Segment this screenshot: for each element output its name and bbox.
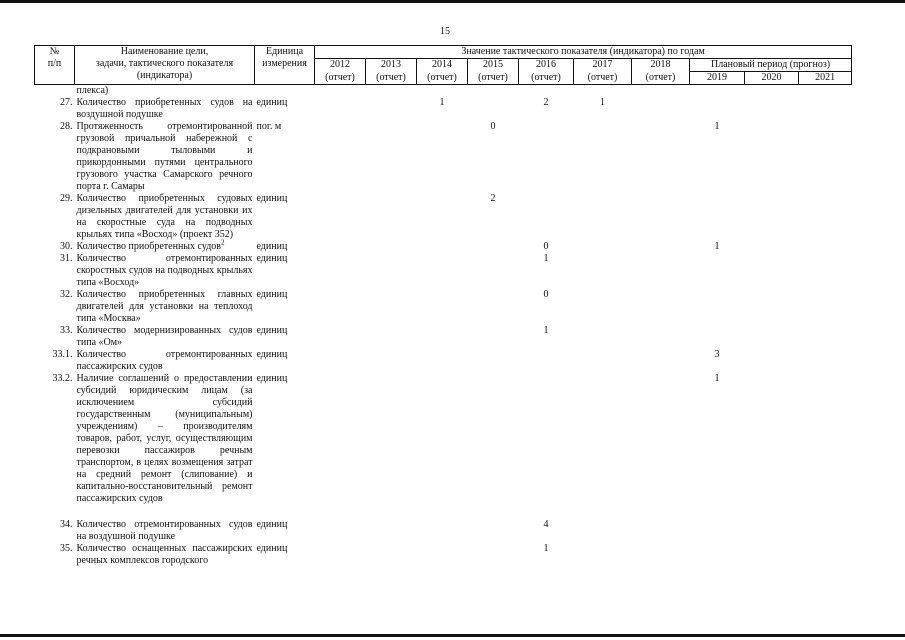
table-header (35, 46, 852, 85)
row-indicator-text: Количество отремонтированных пассажирских судов (76, 349, 253, 372)
row-indicator-text: Количество приобретенных судов (76, 241, 222, 252)
row-value-cell (366, 289, 417, 325)
row-indicator-name (75, 253, 255, 289)
row-value-cell (315, 97, 366, 121)
header-plan-year-2020: 2020 (745, 72, 799, 85)
row-unit: пог. м (256, 121, 282, 132)
row-value-cell (519, 193, 574, 241)
row-value-cell (799, 193, 852, 241)
header-year-2017: 2017 (574, 59, 632, 72)
row-value-cell (632, 349, 690, 373)
row-unit: единиц (256, 373, 288, 384)
header-values: Значение тактического показателя (индикатора) по годам (315, 46, 852, 59)
row-value-cell (574, 121, 632, 193)
row-value-cell (315, 373, 366, 505)
row-value-cell: 0 (543, 289, 549, 300)
row-value-cell (315, 241, 366, 253)
row-value-cell (745, 253, 799, 289)
row-indicator-text: Количество отремонтированных скоростных судов на подводных крыльях типа «Восход» (76, 253, 253, 288)
row-number: 32. (60, 289, 73, 300)
row-value-cell (632, 253, 690, 289)
row-value-cell (799, 121, 852, 193)
row-value-cell (745, 373, 799, 505)
row-indicator-text: Количество приобретенных главных двигателей для установки на теплоход типа «Москва» (76, 289, 253, 324)
header-year-2013: 2013 (366, 59, 417, 72)
row-value-cell (632, 373, 690, 505)
row-value-cell (745, 121, 799, 193)
header-year-2018: 2018 (632, 59, 690, 72)
row-value-cell (366, 519, 417, 543)
header-report-2014: (отчет) (417, 72, 468, 85)
table-body (35, 85, 852, 568)
row-value-cell (745, 325, 799, 349)
table-row (35, 121, 852, 193)
row-value-cell (574, 519, 632, 543)
row-number: 30. (60, 241, 73, 252)
row-number: 33.2. (52, 373, 73, 384)
row-value-cell (745, 193, 799, 241)
row-unit: единиц (256, 289, 288, 300)
header-report-2018: (отчет) (632, 72, 690, 85)
row-indicator-name (75, 121, 255, 193)
row-indicator-text: Количество приобретенных судов на воздушной подушке (76, 97, 253, 120)
row-value-cell (366, 241, 417, 253)
row-value-cell (315, 325, 366, 349)
header-unit-line2: измерения (262, 58, 307, 69)
row-value-cell (690, 97, 745, 121)
bottom-border-line (0, 634, 905, 637)
row-value-cell (745, 289, 799, 325)
table-row (35, 241, 852, 253)
row-value-cell (315, 193, 366, 241)
row-value-cell: 0 (543, 241, 549, 252)
row-value-cell (315, 121, 366, 193)
row-indicator-text: Количество приобретенных судовых дизельных двигателей для установки их на скоростные суда на подводных крыльях типа «Восход» (проект 352) (76, 193, 253, 240)
row-value-cell (690, 193, 745, 241)
row-value-cell (799, 289, 852, 325)
row-value-cell (799, 373, 852, 505)
row-value-cell: 2 (490, 193, 496, 204)
row-indicator-name (75, 349, 255, 373)
row-unit: единиц (256, 349, 288, 360)
table-row (35, 193, 852, 241)
row-number: 27. (60, 97, 73, 108)
indicator-table (34, 45, 852, 567)
table-row (35, 97, 852, 121)
row-value-cell (574, 289, 632, 325)
row-value-cell (366, 543, 417, 567)
row-value-cell (468, 373, 519, 505)
row-unit: единиц (256, 519, 288, 530)
row-value-cell (574, 253, 632, 289)
row-value-cell (417, 519, 468, 543)
row-value-cell (366, 373, 417, 505)
row-value-cell (574, 373, 632, 505)
header-report-2015: (отчет) (468, 72, 519, 85)
row-value-cell (417, 289, 468, 325)
row-value-cell (417, 325, 468, 349)
row-value-cell (799, 519, 852, 543)
row-indicator-text: Количество отремонтированных судов на воздушной подушке (76, 519, 253, 542)
row-indicator-name (75, 325, 255, 349)
row-indicator-name (75, 373, 255, 505)
row-indicator-name (75, 543, 255, 567)
header-report-2013: (отчет) (366, 72, 417, 85)
row-value-cell (366, 325, 417, 349)
row-number: 29. (60, 193, 73, 204)
continuation-row (35, 85, 852, 98)
row-value-cell (690, 289, 745, 325)
header-planned-period: Плановый период (прогноз) (690, 59, 852, 72)
row-value-cell (468, 241, 519, 253)
row-value-cell (632, 121, 690, 193)
row-number: 35. (60, 543, 73, 554)
row-indicator-text: Протяженность отремонтированной грузовой причальной набережной с подкрановыми тыловыми и прикордонными путями центрального грузового участка Самарского речного порта г. Самары (76, 121, 253, 192)
header-year-2015: 2015 (468, 59, 519, 72)
row-value-cell (574, 349, 632, 373)
table-row (35, 253, 852, 289)
row-value-cell (745, 349, 799, 373)
spacer-row (35, 505, 852, 519)
row-unit: единиц (256, 325, 288, 336)
row-value-cell (632, 519, 690, 543)
row-value-cell: 1 (600, 97, 605, 108)
row-value-cell (417, 349, 468, 373)
row-value-cell (366, 349, 417, 373)
row-indicator-name (75, 97, 255, 121)
row-value-cell: 1 (714, 121, 720, 132)
row-value-cell (799, 253, 852, 289)
row-value-cell (366, 97, 417, 121)
header-number-symbol: № (49, 46, 60, 57)
row-unit: единиц (256, 543, 288, 554)
row-indicator-text: Количество оснащенных пассажирских речных комплексов городского (76, 543, 253, 566)
row-value-cell (468, 543, 519, 567)
row-value-cell (745, 543, 799, 567)
row-number: 33.1. (52, 349, 73, 360)
row-value-cell: 0 (490, 121, 496, 132)
row-value-cell (799, 325, 852, 349)
table-row (35, 543, 852, 567)
row-value-cell: 3 (714, 349, 720, 360)
top-border-line (0, 0, 905, 3)
row-value-cell (745, 519, 799, 543)
row-value-cell (417, 373, 468, 505)
row-indicator-name (75, 519, 255, 543)
header-year-2014: 2014 (417, 59, 468, 72)
row-value-cell (574, 543, 632, 567)
row-value-cell (690, 519, 745, 543)
header-report-2012: (отчет) (315, 72, 366, 85)
row-value-cell (632, 543, 690, 567)
row-value-cell (417, 241, 468, 253)
row-value-cell (417, 193, 468, 241)
header-plan-year-2021: 2021 (799, 72, 852, 85)
row-indicator-text: Наличие соглашений о предоставлении субсидий юридическим лицам (за исключением субсидий государственным (муниципальным) учреждениям) – производителям товаров, работ, услуг, осуществляющим перевозки пассажиров речным транспортом, в целях возмещения затрат на средний ремонт (слипование) и капитально-восстановительный ремонт пассажирских судов (76, 373, 253, 504)
row-value-cell (468, 289, 519, 325)
row-value-cell (745, 97, 799, 121)
row-value-cell (574, 325, 632, 349)
header-unit-line1: Единица (265, 46, 304, 57)
row-value-cell (632, 193, 690, 241)
row-value-cell (468, 97, 519, 121)
row-value-cell (519, 121, 574, 193)
header-unit (255, 46, 315, 85)
row-value-cell (799, 241, 852, 253)
row-value-cell (417, 121, 468, 193)
row-value-cell (574, 241, 632, 253)
row-value-cell (315, 543, 366, 567)
header-number-abbrev: п/п (47, 58, 62, 69)
row-number: 28. (60, 121, 73, 132)
header-year-2016: 2016 (519, 59, 574, 72)
row-value-cell: 1 (543, 325, 549, 336)
header-name-line3: (индикатора) (136, 70, 193, 81)
row-value-cell (632, 97, 690, 121)
row-indicator-name (75, 289, 255, 325)
row-value-cell (315, 253, 366, 289)
row-value-cell (690, 325, 745, 349)
row-value-cell (366, 253, 417, 289)
row-value-cell (468, 253, 519, 289)
header-name-line2: задачи, тактического показателя (95, 58, 234, 69)
row-unit: единиц (256, 193, 288, 204)
row-value-cell (632, 289, 690, 325)
header-year-2012: 2012 (315, 59, 366, 72)
row-value-cell (745, 241, 799, 253)
header-name (75, 46, 255, 85)
row-value-cell (417, 543, 468, 567)
row-value-cell (519, 373, 574, 505)
row-value-cell (315, 289, 366, 325)
row-value-cell (574, 193, 632, 241)
row-value-cell (799, 543, 852, 567)
row-value-cell (799, 97, 852, 121)
header-plan-year-2019: 2019 (690, 72, 745, 85)
row-indicator-text: Количество модернизированных судов типа «Ом» (76, 325, 253, 348)
row-value-cell (468, 349, 519, 373)
table-row (35, 519, 852, 543)
row-value-cell: 1 (439, 97, 445, 108)
row-unit: единиц (256, 97, 288, 108)
row-value-cell: 4 (543, 519, 549, 530)
row-value-cell (315, 349, 366, 373)
row-unit: единиц (256, 241, 288, 252)
row-value-cell (417, 253, 468, 289)
row-value-cell (468, 519, 519, 543)
row-value-cell (519, 349, 574, 373)
row-indicator-name (75, 238, 255, 253)
row-value-cell: 1 (543, 253, 549, 264)
continuation-text: плекса) (76, 85, 109, 96)
table-row (35, 349, 852, 373)
row-value-cell (315, 519, 366, 543)
row-value-cell (468, 325, 519, 349)
row-value-cell (366, 193, 417, 241)
header-report-2017: (отчет) (574, 72, 632, 85)
row-indicator-name (75, 193, 255, 241)
row-value-cell: 1 (543, 543, 549, 554)
page-number: 15 (440, 26, 450, 37)
header-report-2016: (отчет) (519, 72, 574, 85)
row-value-cell: 1 (714, 373, 720, 384)
footnote-marker: 2 (221, 238, 225, 247)
row-unit: единиц (256, 253, 288, 264)
row-number: 33. (60, 325, 73, 336)
row-value-cell (799, 349, 852, 373)
row-value-cell (690, 253, 745, 289)
row-value-cell: 2 (543, 97, 549, 108)
row-value-cell (366, 121, 417, 193)
table-row (35, 325, 852, 349)
table-row (35, 289, 852, 325)
row-value-cell: 1 (714, 241, 720, 252)
row-number: 31. (60, 253, 73, 264)
row-number: 34. (60, 519, 73, 530)
row-value-cell (690, 543, 745, 567)
header-name-line1: Наименование цели, (120, 46, 209, 57)
header-number (35, 46, 75, 85)
table-row (35, 373, 852, 505)
row-value-cell (632, 241, 690, 253)
row-value-cell (632, 325, 690, 349)
